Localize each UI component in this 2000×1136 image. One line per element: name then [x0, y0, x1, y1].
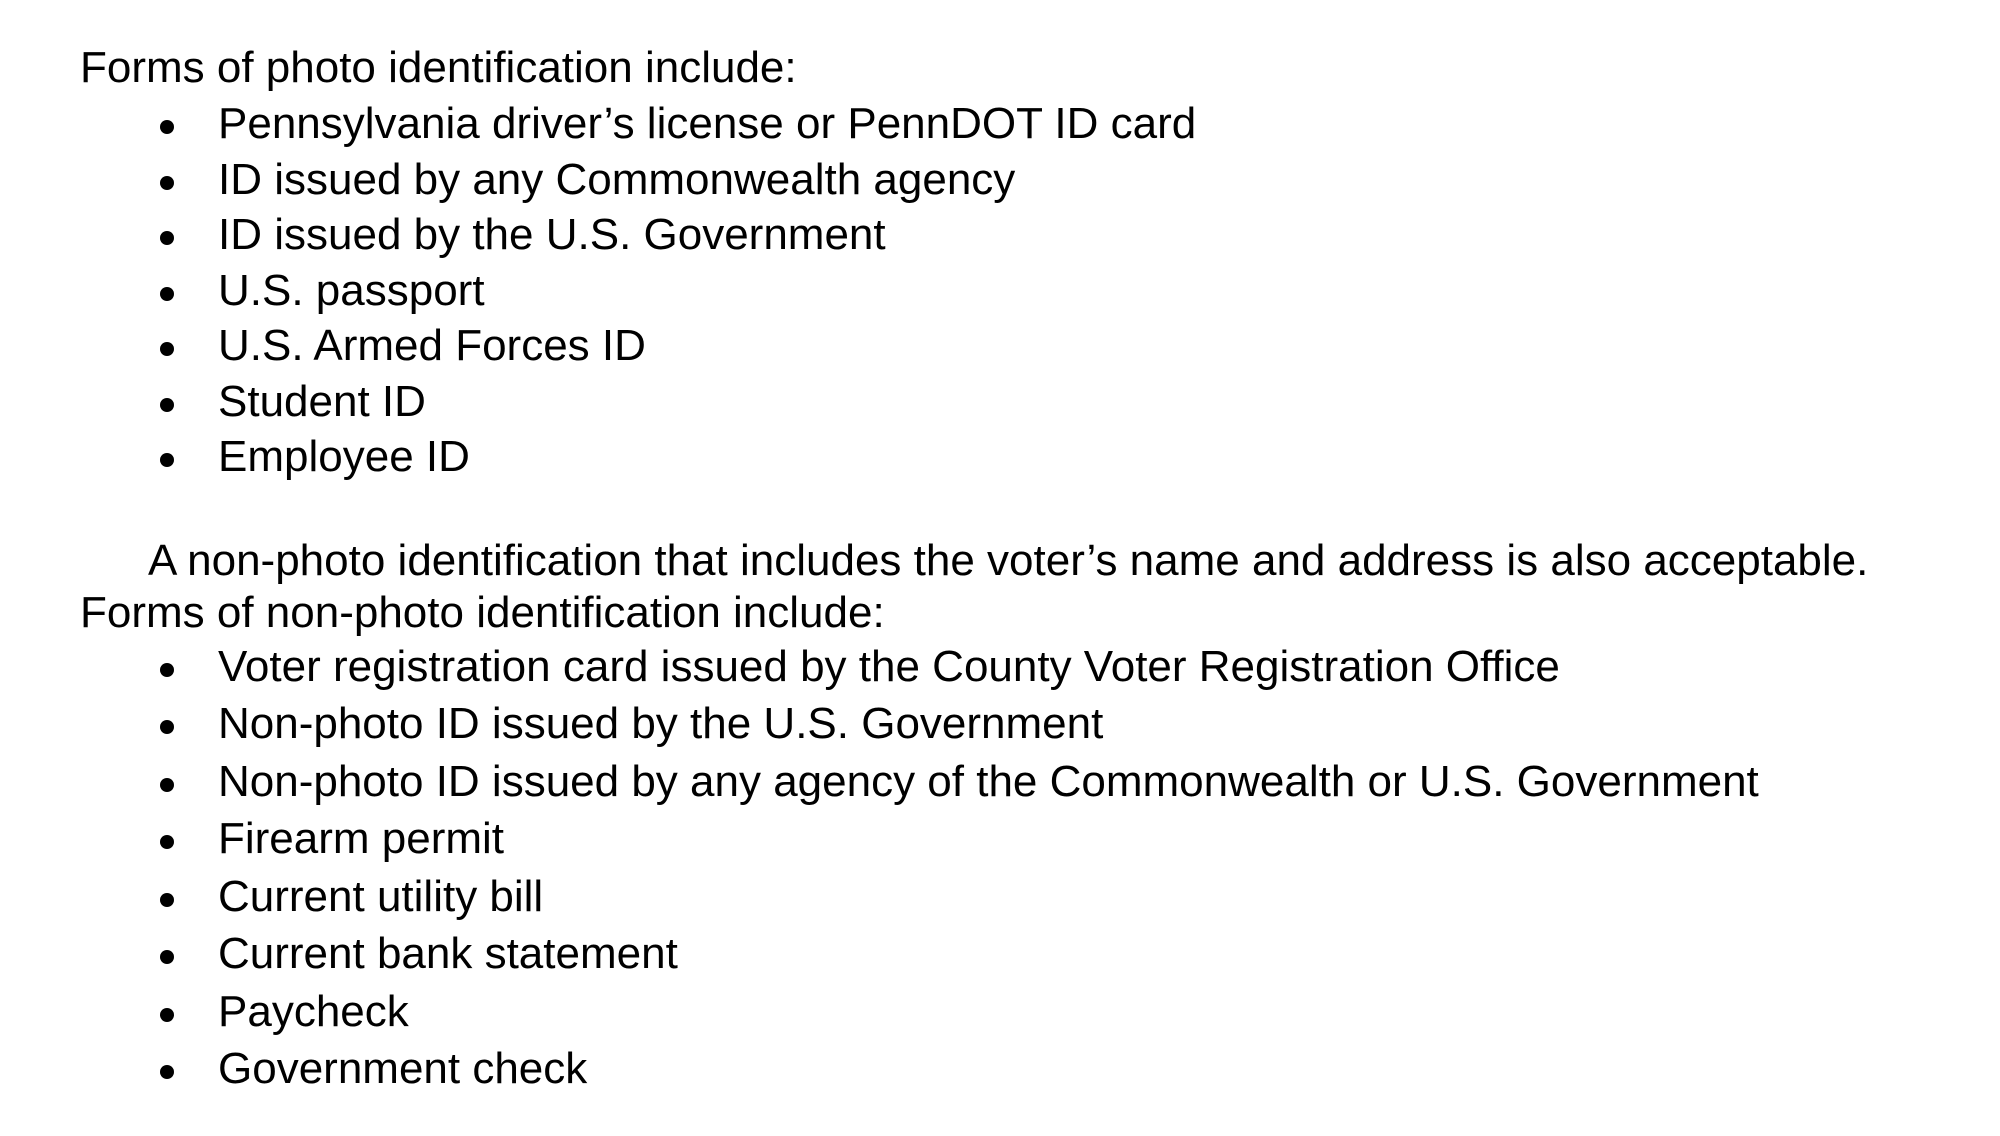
list-item-text: ID issued by the U.S. Government — [218, 210, 886, 259]
bullet-icon — [160, 342, 174, 356]
list-item — [80, 318, 1980, 374]
list-item — [80, 1041, 1980, 1099]
bullet-icon — [160, 1065, 174, 1079]
bullet-icon — [160, 663, 174, 677]
list-item-text: U.S. Armed Forces ID — [218, 321, 646, 370]
bullet-icon — [160, 1008, 174, 1022]
list-item-text: Non-photo ID issued by any agency of the Commonwealth or U.S. Government — [218, 756, 1759, 806]
list-item-text: Paycheck — [218, 986, 409, 1036]
bullet-icon — [160, 453, 174, 467]
non-photo-paragraph: A non-photo identification that includes the voter’s name and address is also acceptable. — [148, 535, 1869, 585]
bullet-icon — [160, 778, 174, 792]
bullet-icon — [160, 176, 174, 190]
list-item — [80, 754, 1980, 812]
list-item — [80, 374, 1980, 430]
list-item-text: ID issued by any Commonwealth agency — [218, 154, 1016, 204]
bullet-icon — [160, 720, 174, 734]
list-item — [80, 811, 1980, 869]
list-item — [80, 869, 1980, 927]
non-photo-id-list — [80, 639, 1980, 1099]
list-item — [80, 926, 1980, 984]
list-item-text: Firearm permit — [218, 814, 505, 863]
non-photo-id-intro: Forms of non-photo identification include: — [80, 587, 885, 637]
photo-id-list — [80, 96, 1980, 485]
list-item — [80, 207, 1980, 263]
list-item-text: Student ID — [218, 376, 426, 426]
bullet-icon — [160, 287, 174, 301]
list-item-text: Employee ID — [218, 432, 470, 481]
bullet-icon — [160, 950, 174, 964]
list-item — [80, 263, 1980, 319]
list-item — [80, 984, 1980, 1042]
list-item — [80, 639, 1980, 697]
list-item-text: Pennsylvania driver’s license or PennDOT ID card — [218, 99, 1197, 148]
bullet-icon — [160, 231, 174, 245]
list-item-text: U.S. passport — [218, 265, 485, 315]
list-item-text: Government check — [218, 1044, 588, 1093]
document-body — [80, 40, 1980, 1099]
list-item — [80, 696, 1980, 754]
list-item-text: Non-photo ID issued by the U.S. Government — [218, 699, 1104, 748]
bullet-icon — [160, 398, 174, 412]
bullet-icon — [160, 893, 174, 907]
photo-id-intro: Forms of photo identification include: — [80, 43, 797, 92]
list-item — [80, 152, 1980, 208]
list-item — [80, 429, 1980, 485]
list-item — [80, 96, 1980, 152]
list-item-text: Voter registration card issued by the County Voter Registration Office — [218, 641, 1560, 691]
bullet-icon — [160, 835, 174, 849]
list-item-text: Current bank statement — [218, 929, 678, 978]
list-item-text: Current utility bill — [218, 871, 544, 921]
bullet-icon — [160, 120, 174, 134]
